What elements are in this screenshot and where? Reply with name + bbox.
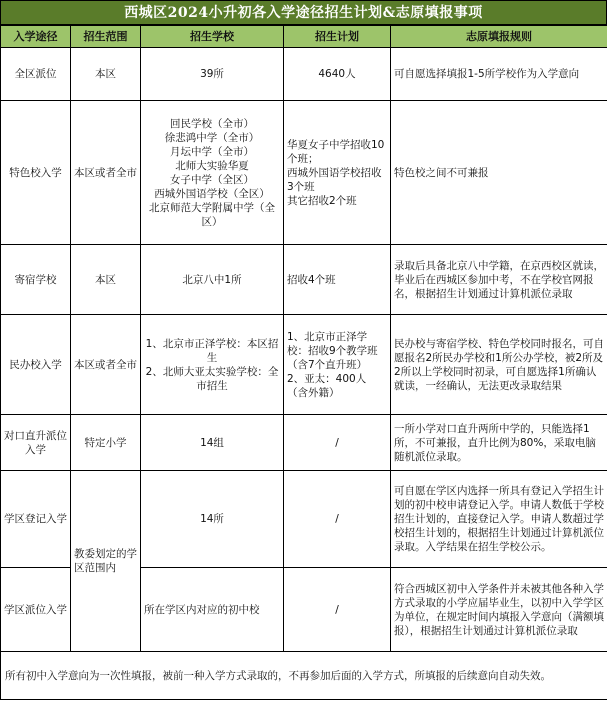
- table-row: [1, 315, 607, 415]
- table-row: [1, 101, 607, 245]
- plan-line: 西城外国语学校招收3个班: [287, 166, 382, 193]
- school-line: 徐悲鸿中学（全市）: [164, 131, 260, 144]
- plan-line: /: [335, 603, 339, 616]
- schools-cell: [141, 415, 284, 471]
- schools-cell: [141, 101, 284, 245]
- plan-line: 华夏女子中学招收10个班；: [287, 138, 385, 165]
- scope-cell: 本区或者全市: [71, 101, 141, 245]
- plan-cell: [284, 245, 391, 315]
- plan-line: 1、北京市正泽学校：招收9个教学班（含7个直升班）: [287, 330, 378, 371]
- header-row: [1, 26, 607, 48]
- route-cell: 寄宿学校: [1, 245, 71, 315]
- plan-cell: [284, 48, 391, 101]
- scope-cell: 本区或者全市: [71, 315, 141, 415]
- plan-line: 招收4个班: [287, 273, 336, 286]
- school-line: 北京八中1所: [182, 273, 242, 286]
- footer-row: [1, 652, 607, 700]
- header-schools: 招生学校: [141, 26, 284, 48]
- school-line: 女子中学（全区）: [170, 173, 254, 186]
- rules-cell: 特色校之间不可兼报: [391, 101, 607, 245]
- rules-cell: 一所小学对口直升两所中学的，只能选择1所，不可兼报，直升比例为80%，采取电脑随机派位录取。: [391, 415, 607, 471]
- schools-cell: [141, 471, 284, 568]
- table-row: [1, 471, 607, 568]
- plan-line: 4640人: [318, 68, 356, 80]
- school-line: 北京师范大学附属中学（全区）: [149, 201, 275, 228]
- table-row: [1, 48, 607, 101]
- sheet-title: 西城区2024小升初各入学途径招生计划&志原填报事项: [0, 0, 607, 25]
- plan-cell: [284, 315, 391, 415]
- header-scope: 招生范围: [71, 26, 141, 48]
- rules-cell: 录取后具备北京八中学籍，在京西校区就读，毕业后在西城区参加中考，不在学校官网报名，根据招生计划通过计算机派位录取: [391, 245, 607, 315]
- route-cell: 学区派位入学: [1, 568, 71, 652]
- school-line: 14组: [200, 436, 224, 449]
- plan-line: /: [335, 436, 339, 449]
- school-line: 回民学校（全市）: [170, 117, 254, 130]
- rules-cell: 符合西城区初中入学条件并未被其他各种入学方式录取的小学应届毕业生，以初中入学学区为单位，在规定时间内填报入学意向（满额填报），根据招生计划通过计算机派位录取: [391, 568, 607, 652]
- plan-cell: [284, 568, 391, 652]
- route-cell: 对口直升派位入学: [1, 415, 71, 471]
- route-cell: 民办校入学: [1, 315, 71, 415]
- footer-note: 所有初中入学意向为一次性填报，被前一种入学方式录取的，不再参加后面的入学方式，所填报的后续意向自动失效。: [1, 652, 607, 700]
- plan-line: 2、亚太：400人（含外籍）: [287, 372, 367, 399]
- header-rules: 志原填报规则: [391, 26, 607, 48]
- school-line: 14所: [200, 513, 224, 525]
- schools-cell: [141, 48, 284, 101]
- schools-cell: [141, 315, 284, 415]
- rules-cell: 民办校与寄宿学校、特色学校同时报名，可自愿报名2所民办学校和1所公办学校，被2所及2所以上学校同时初录，可自愿选择1所确认就读，一经确认，无法更改录取结果: [391, 315, 607, 415]
- scope-cell: 本区: [71, 245, 141, 315]
- school-line: 2、北师大亚太实验学校：全市招生: [145, 365, 279, 392]
- plan-line: 其它招收2个班: [287, 194, 357, 207]
- school-line: 39所: [200, 68, 224, 80]
- school-line: 北师大实验华夏: [175, 159, 249, 172]
- header-plan: 招生计划: [284, 26, 391, 48]
- header-route: 入学途径: [1, 26, 71, 48]
- school-line: 所在学区内对应的初中校: [144, 603, 260, 616]
- school-line: 1、北京市正泽学校：本区招生: [145, 337, 279, 364]
- route-cell: 学区登记入学: [1, 471, 71, 568]
- school-line: 西城外国语学校（全区）: [154, 187, 270, 200]
- schools-cell: [141, 568, 284, 652]
- route-cell: 特色校入学: [1, 101, 71, 245]
- school-line: 月坛中学（全市）: [170, 145, 254, 158]
- scope-cell: 教委划定的学区范围内: [71, 471, 141, 652]
- rules-cell: 可自愿在学区内选择一所具有登记入学招生计划的初中校申请登记入学。申请人数低于学校招生计划的，直接登记入学。申请人数超过学校招生计划的，根据招生计划通过计算机派位录取。入学结果在招生学校公示。: [391, 471, 607, 568]
- rules-cell: 可自愿选择填报1-5所学校作为入学意向: [391, 48, 607, 101]
- plan-line: /: [335, 513, 339, 525]
- plan-cell: [284, 415, 391, 471]
- scope-cell: 本区: [71, 48, 141, 101]
- admission-table: [0, 25, 607, 700]
- route-cell: 全区派位: [1, 48, 71, 101]
- schools-cell: [141, 245, 284, 315]
- scope-cell: 特定小学: [71, 415, 141, 471]
- table-row: [1, 415, 607, 471]
- plan-cell: [284, 101, 391, 245]
- plan-cell: [284, 471, 391, 568]
- table-row: [1, 245, 607, 315]
